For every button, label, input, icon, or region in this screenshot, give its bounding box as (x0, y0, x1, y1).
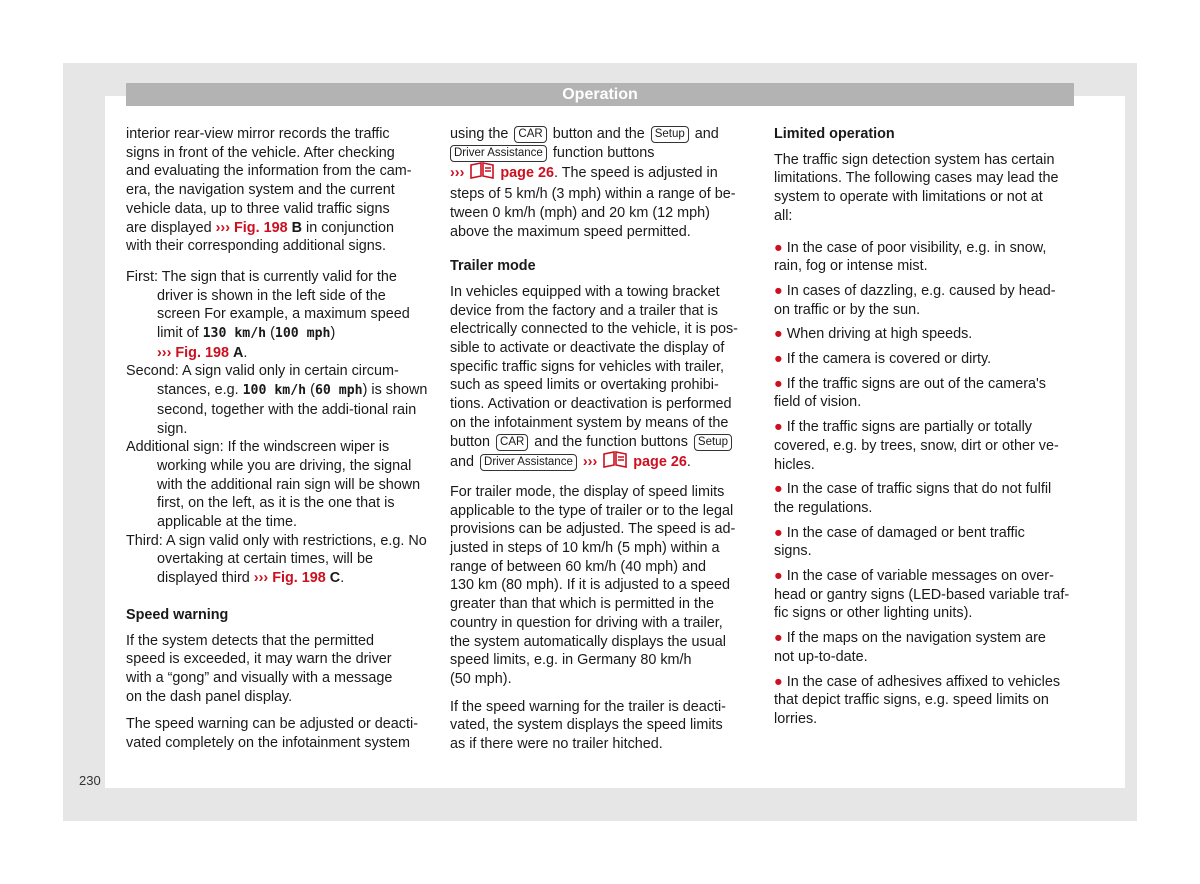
speed-value: 130 km/h (202, 326, 267, 342)
book-reference-icon (602, 451, 628, 474)
text-line: system to operate with limitations or not at (774, 189, 1043, 206)
text-line: with their corresponding additional signs. (126, 238, 386, 255)
ref-arrow-icon: ››› (582, 454, 598, 471)
list-label: Second: (126, 363, 179, 380)
bullet-icon: ● (774, 524, 783, 541)
speed-value: 60 mph (314, 383, 363, 399)
list-text: The sign that is currently valid for the driver is shown in the left side of the screen For example, a maximum speed limit of (157, 268, 410, 342)
text-line: If the maps on the navigation system are (786, 630, 1046, 647)
text-line: button (450, 433, 491, 450)
text-line: button and the (552, 126, 645, 142)
text-line: and evaluating the information from the cam- (126, 163, 412, 180)
text-line: all: (774, 207, 793, 224)
text-line: head or gantry signs (LED-based variable traf- (774, 586, 1070, 603)
text-line: If the camera is covered or dirty. (786, 351, 992, 368)
text-line: tions. Activation or deactivation is performed (450, 396, 732, 413)
text-line: device from the factory and a trailer that is (450, 302, 718, 319)
text-line: interior rear-view mirror records the traffic (126, 126, 390, 142)
text-line: country in question for driving with a trailer, (450, 614, 723, 631)
list-item (774, 418, 1076, 474)
list-item-additional (126, 438, 428, 532)
list-item-third: Third: A sign valid only with restrictions, e.g. No overtaking at certain times, will be displayed third ››› Fig. 198 C. (126, 532, 427, 587)
column-2 (450, 125, 753, 763)
list-item (774, 673, 1076, 729)
text-line: If the traffic signs are out of the camera's (786, 375, 1046, 392)
text-line: speed limits, e.g. in Germany 80 km/h (450, 652, 692, 669)
text-line: speed is exceeded, it may warn the driver (126, 651, 392, 668)
text-line: vehicle data, up to three valid traffic signs (126, 200, 390, 217)
list-item (774, 239, 1076, 276)
figure-link[interactable]: Fig. 198 (272, 570, 326, 587)
text-line: above the maximum speed permitted. (450, 223, 691, 240)
ref-arrow-icon: ››› (157, 344, 172, 361)
figure-letter: A (232, 344, 244, 361)
text-line: are displayed (126, 219, 212, 236)
text-line: electrically connected to the vehicle, it is pos- (450, 321, 738, 338)
text-line: limitations. The following cases may lead the (774, 170, 1059, 187)
text-line: The traffic sign detection system has certain (774, 151, 1055, 168)
trailer-paragraph-1: In vehicles equipped with a towing bracket device from the factory and a trailer that is electrically connected to the vehicle, it is pos- sible to activate or deactivate the display of specific traffic signs for vehicles with trailer, such as speed limits or overtaking prohibi- tions. Activation or deactivation is performed on the infotainment system by means of the button CAR and the function buttons Setup and Driver Assistance ››› page 26. (450, 283, 753, 474)
text-line: that depict traffic signs, e.g. speed limits on (774, 692, 1049, 709)
text-line: steps of 5 km/h (3 mph) within a range of be- (450, 186, 736, 203)
list-item (774, 480, 1076, 517)
bullet-icon: ● (774, 419, 783, 436)
bullet-icon: ● (774, 282, 783, 299)
list-label: Third: (126, 532, 163, 549)
text-line: hicles. (774, 456, 815, 473)
text-line: signs. (774, 543, 812, 560)
list-label: Additional sign: (126, 439, 224, 456)
figure-link[interactable]: Fig. 198 (175, 344, 229, 361)
text-line: on the dash panel display. (126, 688, 293, 705)
bullet-icon: ● (774, 568, 783, 585)
text-line: on traffic or by the sun. (774, 301, 921, 318)
text-line: and (450, 454, 475, 471)
figure-link[interactable]: Fig. 198 (234, 219, 288, 236)
text-line: If the speed warning for the trailer is deacti- (450, 698, 726, 715)
text-line: In the case of variable messages on over- (786, 568, 1054, 585)
list-item (774, 567, 1076, 623)
text-line: vated, the system displays the speed limits (450, 717, 723, 734)
page-number: 230 (79, 773, 101, 788)
text-line: greater than that which is permitted in the (450, 596, 714, 613)
list-text: A sign valid only in certain circum-stances, e.g. (157, 363, 399, 399)
list-item (774, 524, 1076, 561)
list-label: First: (126, 268, 158, 285)
text-line: in conjunction (306, 219, 395, 236)
text-line: If the traffic signs are partially or totally (786, 419, 1032, 436)
figure-letter: C (329, 570, 341, 587)
text-line: 130 km (80 mph). If it is adjusted to a speed (450, 577, 730, 594)
speed-warning-paragraph (126, 632, 428, 707)
text-line: For trailer mode, the display of speed limits (450, 483, 725, 500)
ref-arrow-icon: ››› (215, 219, 230, 236)
column-3 (774, 125, 1076, 735)
page-link[interactable]: page 26 (500, 165, 554, 182)
text-line: field of vision. (774, 394, 862, 411)
text-line: rain, fog or intense mist. (774, 258, 928, 275)
text-line: era, the navigation system and the current (126, 182, 395, 199)
speed-value: 100 km/h (242, 383, 307, 399)
text-line: with a “gong” and visually with a message (126, 669, 393, 686)
text-line: on the infotainment system by means of the (450, 414, 729, 431)
list-text: is shown second, together with the addi-tional rain sign. (157, 382, 428, 437)
ref-arrow-icon: ››› (253, 570, 269, 587)
text-line: as if there were no trailer hitched. (450, 736, 663, 753)
text-line: and the function buttons (534, 433, 688, 450)
list-item (774, 325, 1076, 344)
limited-operation-intro (774, 151, 1076, 226)
text-line: sible to activate or deactivate the display of (450, 340, 725, 357)
text-line: and (694, 126, 719, 142)
list-text: If the windscreen wiper is working while you are driving, the signal with the additional rain sign will be shown first, on the left, as it is the one that is applicable at the time. (157, 439, 421, 531)
bullet-icon: ● (774, 481, 783, 498)
bullet-icon: ● (774, 375, 783, 392)
text-line: applicable to the type of trailer or to the legal (450, 502, 734, 519)
bullet-icon: ● (774, 326, 783, 343)
driver-assistance-button-icon: Driver Assistance (450, 145, 547, 162)
bullet-icon: ● (774, 351, 783, 368)
text-line: covered, e.g. by trees, snow, dirt or other ve- (774, 437, 1059, 454)
text-line: not up-to-date. (774, 648, 868, 665)
list-item (774, 629, 1076, 666)
text-line: range of between 60 km/h (40 mph) and (450, 558, 706, 575)
setup-button-icon: Setup (651, 126, 689, 143)
text-line: In the case of traffic signs that do not fulfil (786, 481, 1052, 498)
column-1 (126, 125, 428, 762)
text-line: In the case of poor visibility, e.g. in snow, (786, 239, 1047, 256)
bullet-icon: ● (774, 630, 783, 647)
text-line: vated completely on the infotainment system (126, 735, 410, 752)
text-line: using the (450, 126, 509, 142)
text-line: In vehicles equipped with a towing bracket (450, 283, 720, 300)
text-line: such as speed limits or overtaking prohibi- (450, 377, 719, 394)
book-reference-icon (469, 162, 495, 185)
car-button-icon: CAR (514, 126, 546, 143)
text-line: The speed warning can be adjusted or deacti- (126, 716, 418, 733)
text-line: (50 mph). (450, 670, 512, 687)
list-item-second: Second: A sign valid only in certain circum-stances, e.g. 100 km/h (60 mph) is shown second, together with the addi-tional rain sign. (126, 363, 428, 437)
figure-letter: B (291, 219, 302, 236)
page-link[interactable]: page 26 (633, 454, 687, 471)
text-line: fic signs or other lighting units). (774, 605, 973, 622)
text-line: provisions can be adjusted. The speed is ad- (450, 521, 736, 538)
trailer-paragraph-2 (450, 483, 753, 689)
setup-button-icon: Setup (694, 434, 732, 451)
text-line: tween 0 km/h (mph) and 20 km (12 mph) (450, 204, 710, 221)
car-button-icon: CAR (496, 434, 528, 451)
driver-assistance-button-icon: Driver Assistance (480, 454, 577, 471)
text-line: In the case of damaged or bent traffic (786, 524, 1025, 541)
section-header: Operation (126, 83, 1074, 106)
text-line: justed in steps of 10 km/h (5 mph) within a (450, 540, 720, 557)
list-item (774, 350, 1076, 369)
text-line: The speed is adjusted in (561, 165, 718, 182)
limitations-list (774, 239, 1076, 729)
bullet-icon: ● (774, 239, 783, 256)
text-line: signs in front of the vehicle. After checking (126, 144, 395, 161)
trailer-mode-heading: Trailer mode (450, 258, 536, 275)
text-line: In cases of dazzling, e.g. caused by head- (786, 282, 1056, 299)
speed-warning-paragraph-2 (126, 715, 428, 752)
speed-warning-heading: Speed warning (126, 606, 229, 623)
text-line: specific traffic signs for vehicles with trailer, (450, 358, 725, 375)
bullet-icon: ● (774, 673, 783, 690)
speed-value: 100 mph (274, 326, 331, 342)
text-line: function buttons (552, 144, 655, 161)
list-item-first: First: The sign that is currently valid for the driver is shown in the left side of the screen For example, a maximum speed limit of 130 km/h (100 mph) ››› Fig. 198 A. (126, 268, 410, 361)
text-line: the regulations. (774, 499, 873, 516)
text-line: lorries. (774, 710, 818, 727)
list-text: A sign valid only with restrictions, e.g. No overtaking at certain times, will be displayed third (157, 532, 427, 587)
text-line: When driving at high speeds. (786, 326, 973, 343)
text-line: the system automatically displays the usual (450, 633, 726, 650)
text-line: If the system detects that the permitted (126, 632, 374, 649)
trailer-paragraph-3 (450, 698, 753, 754)
text-line: In the case of adhesives affixed to vehicles (786, 673, 1061, 690)
list-item (774, 375, 1076, 412)
list-item (774, 282, 1076, 319)
limited-operation-heading: Limited operation (774, 126, 895, 142)
ref-arrow-icon: ››› (450, 165, 465, 182)
adjust-paragraph: using the CAR button and the Setup and Driver Assistance function buttons ››› page 26. The speed is adjusted in steps of 5 km/h (3 mph) within a range of be- tween 0 km/h (mph) and 20 km (12 mph) above the maximum speed permitted. (450, 126, 736, 240)
intro-paragraph (126, 125, 428, 256)
